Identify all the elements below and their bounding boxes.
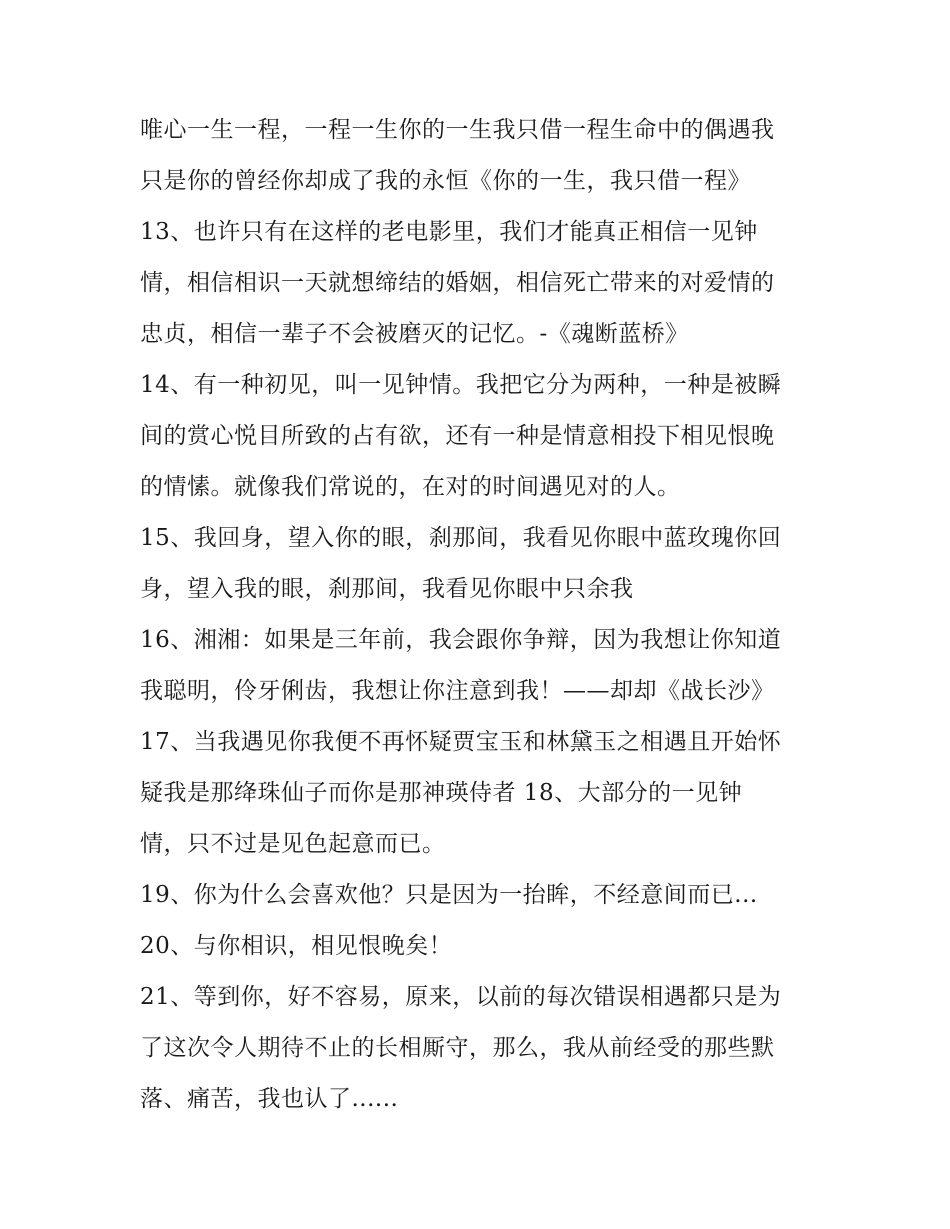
text-line-20: 落、痛苦，我也认了...... (140, 1086, 399, 1112)
body-text (140, 105, 830, 1125)
text-line-6: 14、有一种初见，叫一见钟情。我把它分为两种，一种是被瞬 (140, 372, 782, 398)
text-line-4: 情，相信相识一天就想缔结的婚姻，相信死亡带来的对爱情的 (140, 270, 775, 296)
text-line-3: 13、也许只有在这样的老电影里，我们才能真正相信一见钟 (140, 219, 758, 245)
text-line-11: 16、湘湘：如果是三年前，我会跟你争辩，因为我想让你知道 (140, 627, 782, 653)
text-line-9: 15、我回身，望入你的眼，刹那间，我看见你眼中蓝玫瑰你回 (140, 525, 782, 551)
text-line-7: 间的赏心悦目所致的占有欲，还有一种是情意相投下相见恨晚 (140, 423, 775, 449)
text-line-17: 20、与你相识，相见恨晚矣！ (140, 933, 453, 959)
text-line-2: 只是你的曾经你却成了我的永恒《你的一生，我只借一程》 (140, 168, 751, 194)
text-line-12: 我聪明，伶牙俐齿，我想让你注意到我！——却却《战长沙》 (140, 678, 775, 704)
text-line-10: 身，望入我的眼，刹那间，我看见你眼中只余我 (140, 576, 634, 602)
text-line-5: 忠贞，相信一辈子不会被磨灭的记忆。-《魂断蓝桥》 (140, 321, 689, 347)
text-line-14: 疑我是那绛珠仙子而你是那神瑛侍者 18、大部分的一见钟 (140, 780, 743, 806)
text-line-16: 19、你为什么会喜欢他？只是因为一抬眸，不经意间而已... (140, 882, 758, 908)
text-line-13: 17、当我遇见你我便不再怀疑贾宝玉和林黛玉之相遇且开始怀 (140, 729, 782, 755)
text-line-15: 情，只不过是见色起意而已。 (140, 831, 446, 857)
text-line-8: 的情愫。就像我们常说的，在对的时间遇见对的人。 (140, 474, 681, 500)
text-line-19: 了这次令人期待不止的长相厮守，那么，我从前经受的那些默 (140, 1035, 775, 1061)
text-line-18: 21、等到你，好不容易，原来，以前的每次错误相遇都只是为 (140, 984, 782, 1010)
text-line-1: 唯心一生一程，一程一生你的一生我只借一程生命中的偶遇我 (140, 117, 775, 143)
